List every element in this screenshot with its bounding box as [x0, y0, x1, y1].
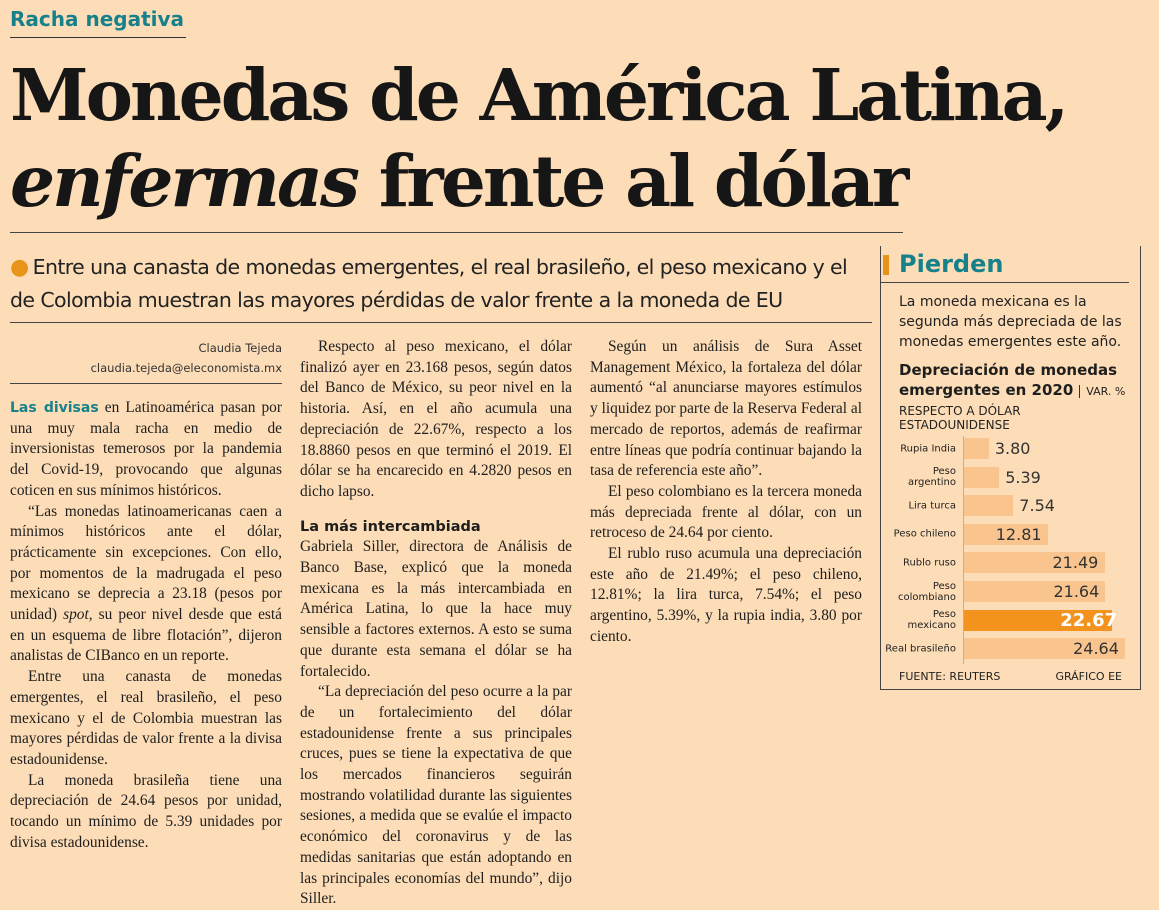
bar: [964, 438, 989, 459]
bar-category-label: Rupia India: [900, 443, 956, 454]
bar-value-label: 7.54: [1019, 496, 1055, 516]
source-right: GRÁFICO EE: [1055, 670, 1122, 683]
bar-row: [882, 495, 1139, 516]
bar-chart: [882, 436, 1139, 664]
bar-row: [882, 552, 1139, 573]
paragraph-2-text-b: , su peor nivel desde que está en un esquema de libre flotación”, dijeron analistas de CIBanco en un reporte.: [10, 606, 282, 665]
deck-text: Entre una canasta de monedas emergentes, el real brasileño, el peso mexicano y el de Colombia muestran las mayores pérdidas de valor frente a la moneda de EU: [10, 255, 848, 312]
bar-row: [882, 581, 1139, 602]
byline: [10, 338, 282, 378]
paragraph-10: El rublo ruso acumula una depreciación este año de 21.49%; el peso chileno, 12.81%; la lira turca, 7.54%; el peso argentino, 5.39%, y la rupia india, 3.80 por ciento.: [590, 545, 862, 645]
paragraph-1: [10, 398, 282, 502]
lead-words: Las divisas: [10, 400, 99, 416]
bar-category-label: Peso chileno: [893, 528, 956, 540]
headline-rule: [10, 232, 903, 233]
bar: [964, 467, 999, 488]
headline-line-1: Monedas de América Latina,: [10, 53, 1067, 137]
title-marker: [883, 255, 889, 275]
deck: [10, 251, 865, 317]
bar-value-label: 22.67: [1060, 609, 1118, 631]
subhead: La más intercambiada: [300, 518, 481, 535]
bar-value-label: 21.49: [1052, 553, 1099, 573]
source-left: FUENTE: REUTERS: [899, 670, 1001, 683]
sidebar-title: [881, 246, 1129, 283]
bar-category-label: Peso argentino: [907, 466, 956, 489]
byline-email: claudia.tejeda@eleconomista.mx: [90, 361, 282, 375]
bar: [964, 495, 1013, 516]
chart-unit: VAR. %: [1079, 385, 1125, 398]
bar-category-label: Lira turca: [908, 500, 956, 512]
article-column-2: [300, 337, 572, 910]
deck-bullet-icon: ●: [10, 255, 29, 280]
bar-value-label: 5.39: [1005, 467, 1041, 487]
bar-category-label: Peso colombiano: [898, 580, 956, 603]
headline-italic-word: enfermas: [10, 139, 358, 223]
bar-row: [882, 467, 1139, 488]
bar-value-label: 12.81: [995, 524, 1042, 544]
bar-value-label: 3.80: [994, 439, 1031, 458]
chart-title-text: Depreciación de monedas emergentes en 2020: [899, 361, 1118, 399]
paragraph-7: “La depreciación del peso ocurre a la par de un fortalecimiento del dólar estadounidense frente a sus principales cruces, pues se tiene la expectativa de que los mercados financieros seguirán mostrando volatilidad durante las siguientes sesiones, a medida que se evalúe el impacto económico del coronavirus y de las medidas sanitarias que están adoptando en las principales economías del mundo”, dijo Siller.: [300, 683, 572, 908]
paragraph-9: El peso colombiano es la tercera moneda más depreciada frente al dólar, con un retroceso de 24.64 por ciento.: [590, 482, 862, 542]
chart-subtitle: RESPECTO A DÓLAR ESTADOUNIDENSE: [899, 404, 1021, 432]
bar-category-label: Rublo ruso: [902, 557, 956, 569]
sidebar-box: [880, 246, 1141, 690]
paragraph-3: Entre una canasta de monedas emergentes, el real brasileño, el peso mexicano y el de Colombia muestran las mayores pérdidas de valor frente a la divisa estadounidense.: [10, 668, 282, 768]
article-column-3: [590, 337, 862, 648]
paragraph-2: [10, 502, 282, 668]
byline-rule: [10, 383, 282, 384]
paragraph-5: Respecto al peso mexicano, el dólar finalizó ayer en 23.168 pesos, según datos del Banco de México, su peor nivel en la historia. Así, en el año acumula una depreciación de 22.67%, respecto a los 18.8860 pesos en que terminó el 2019. El dólar se ha encarecido en 4.2820 pesos en dicho lapso.: [300, 338, 572, 500]
bar-category-label: Peso mexicano: [907, 609, 956, 632]
section-kicker: Racha negativa: [10, 7, 186, 38]
headline-line-2: [10, 138, 1150, 224]
chart-source: [899, 670, 1134, 683]
headline: [10, 52, 1150, 224]
bar-row: [882, 638, 1139, 659]
paragraph-4: La moneda brasileña tiene una depreciación de 24.64 pesos por unidad, tocando un mínimo de 5.39 unidades por divisa estadounidense.: [10, 771, 282, 851]
bar-category-label: Real brasileño: [885, 643, 956, 655]
bar-row: [882, 524, 1139, 545]
bar-value-label: 24.64: [1073, 639, 1119, 659]
bar-row: [882, 438, 1139, 459]
bar-row: [882, 610, 1139, 631]
article-column-1: [10, 398, 282, 853]
paragraph-6: Gabriela Siller, directora de Análisis de Banco Base, explicó que la moneda mexicana es la más intercambiada en América Latina, lo que la hace muy sensible a factores externos. A esto se suma que durante esta semana el dólar se ha fortalecido.: [300, 538, 572, 680]
deck-rule: [10, 322, 872, 323]
byline-author: Claudia Tejeda: [198, 341, 282, 355]
sidebar-title-text: Pierden: [899, 250, 1004, 278]
paragraph-2-text-a: “Las monedas latinoamericanas caen a mínimos históricos ante el dólar, prácticamente sin excepciones. Con ello, por momentos de la madrugada el peso mexicano se deprecia a 23.18 (pesos por unidad): [10, 502, 282, 624]
sidebar-description: La moneda mexicana es la segunda más depreciada de las monedas emergentes este año.: [899, 294, 1122, 350]
paragraph-2-spot: spot: [63, 606, 89, 624]
chart-title: [899, 360, 1129, 402]
bar-value-label: 21.64: [1053, 582, 1100, 601]
paragraph-1-text: en Latinoamérica pasan por una muy mala racha en medio de inversionistas temerosos por la pandemia del Covid-19, provocando que algunas coticen en sus mínimos históricos.: [10, 399, 282, 499]
headline-line-2-rest: frente al dólar: [357, 139, 907, 223]
paragraph-8: Según un análisis de Sura Asset Management México, la fortaleza del dólar aumentó “al anunciarse mayores estímulos y liquidez por parte de la Reserva Federal al mercado de reportos, además de reafirmar entre líneas que podría continuar bajando la tasa de referencia este año”.: [590, 338, 862, 480]
